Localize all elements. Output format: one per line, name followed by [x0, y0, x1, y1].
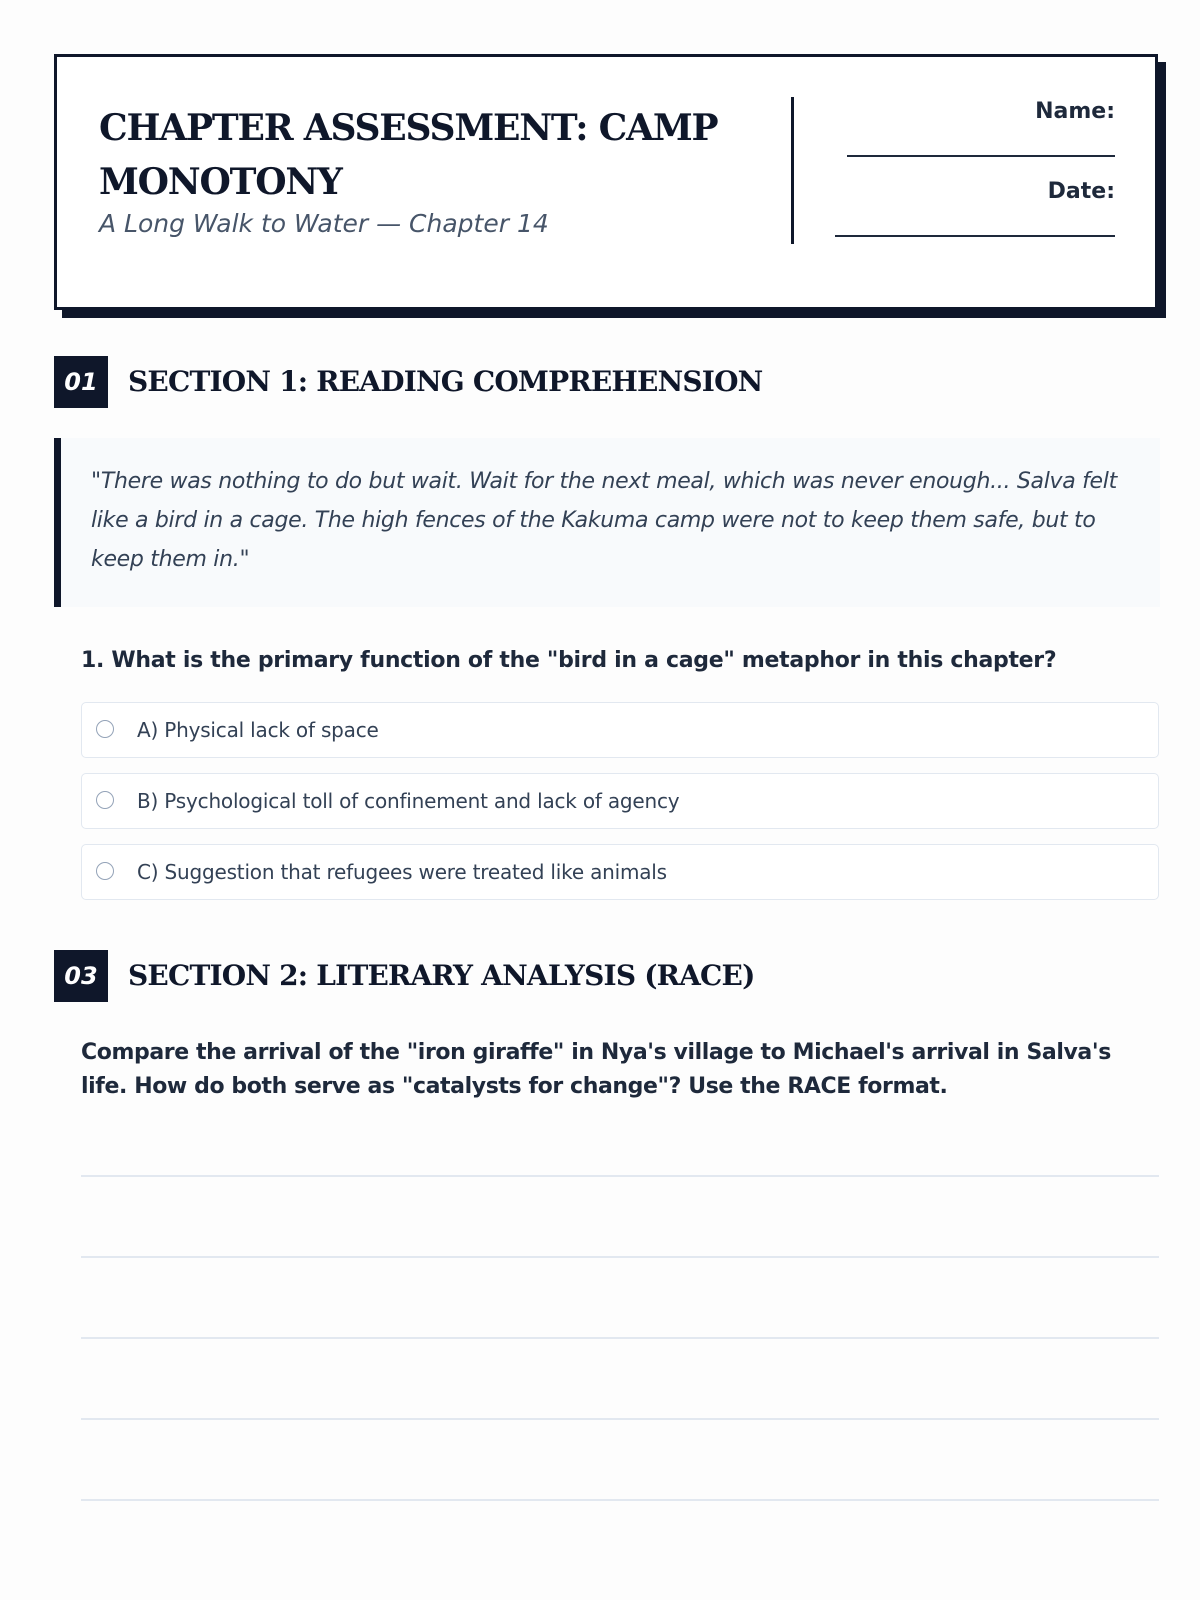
name-label: Name:: [1035, 99, 1115, 124]
radio-button-c[interactable]: [96, 862, 114, 880]
section-2-title: SECTION 2: LITERARY ANALYSIS (RACE): [128, 959, 755, 992]
answer-option-b[interactable]: [81, 773, 1159, 829]
answer-option-a-label: A) Physical lack of space: [137, 718, 379, 742]
answer-option-c[interactable]: [81, 844, 1159, 900]
chapter-quote: "There was nothing to do but wait. Wait for the next meal, which was never enough... Salva felt like a bird in a cage. The high fences of the Kakuma camp were not to keep them safe, but to keep them in.": [54, 438, 1160, 607]
question-1-text: 1. What is the primary function of the "bird in a cage" metaphor in this chapter?: [81, 648, 1057, 673]
answer-line[interactable]: [81, 1175, 1159, 1177]
date-label: Date:: [1047, 179, 1115, 204]
analysis-prompt: Compare the arrival of the "iron giraffe" in Nya's village to Michael's arrival in Salva's life. How do both serve as "catalysts for change"? Use the RACE format.: [81, 1040, 1111, 1099]
radio-button-b[interactable]: [96, 791, 114, 809]
header-card: [54, 54, 1158, 310]
header-divider: [791, 97, 794, 244]
answer-option-a[interactable]: [81, 702, 1159, 758]
radio-button-a[interactable]: [96, 720, 114, 738]
answer-option-c-label: C) Suggestion that refugees were treated like animals: [137, 860, 667, 884]
answer-line[interactable]: [81, 1418, 1159, 1420]
answer-option-b-label: B) Psychological toll of confinement and lack of agency: [137, 789, 680, 813]
date-field-line[interactable]: [835, 235, 1115, 237]
section-1-title: SECTION 1: READING COMPREHENSION: [128, 365, 763, 398]
book-subtitle: A Long Walk to Water — Chapter 14: [99, 209, 549, 238]
answer-line[interactable]: [81, 1499, 1159, 1501]
section-2-number-badge: 03: [54, 950, 108, 1002]
answer-line[interactable]: [81, 1337, 1159, 1339]
name-field-line[interactable]: [847, 155, 1115, 157]
answer-line[interactable]: [81, 1256, 1159, 1258]
section-1-number-badge: 01: [54, 356, 108, 408]
assessment-title: CHAPTER ASSESSMENT: CAMP MONOTONY: [99, 107, 718, 203]
